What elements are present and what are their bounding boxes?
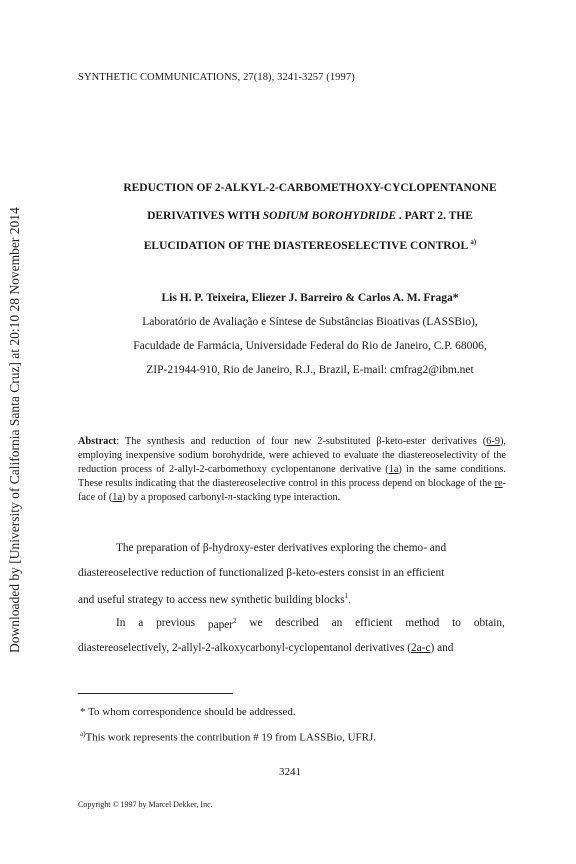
reference-mark: 1 [344,592,349,600]
abstract-label: Abstract [78,436,117,447]
compound-ref: 1a [112,492,123,503]
abstract-text-1: : The synthesis and reduction of four new 2-substituted β-keto-ester derivatives ( [116,436,487,447]
body-text: diastereoselectively, 2-allyl-2-alkoxycarbonyl-cyclopentanol derivatives ( [78,642,412,654]
abstract-text-4: -face of ( [78,478,506,503]
title-line-3 [60,238,560,252]
body-paragraph-1-line-1: The preparation of β-hydroxy-ester derivatives exploring the chemo- and [116,542,447,554]
abstract [78,435,506,505]
word: previous [156,617,196,629]
footnote-2 [80,730,376,744]
title-footnote-mark: a) [470,238,477,246]
abstract-text-3: ) in the same conditions. These results indicating that the diastereoselective control in this process depend on blockage of the [78,464,506,489]
word: an [331,617,343,629]
word: we [249,617,263,629]
affiliation-line-3: ZIP-21944-910, Rio de Janeiro, R.J., Brazil, E-mail: cmfrag2@ibm.net [146,364,474,376]
page-number: 3241 [279,766,301,778]
title-line-2-italic: SODIUM BOROHYDRIDE [262,210,396,222]
title-line-2 [60,210,560,222]
footnote-divider [78,693,233,694]
body-text: . [348,593,351,606]
body-paragraph-2-line-2 [78,642,453,654]
journal-header: SYNTHETIC COMMUNICATIONS, 27(18), 3241-3257 (1997) [78,72,355,83]
compound-ref: 1a [388,464,399,475]
title-line-3-text: ELUCIDATION OF THE DIASTEREOSELECTIVE CONTROL [143,239,468,252]
word: In [116,617,126,629]
abstract-text-2: ), employing inexpensive sodium borohydride, were achieved to evaluate the diastereoselectivity of the reduction process of 2-allyl-2-carbomethoxy cyclopentanone derivative ( [78,436,506,475]
word [208,617,237,631]
word: method [405,617,440,629]
word: described [275,617,319,629]
compound-ref: 6-9 [486,436,500,447]
title-line-2-pre: DERIVATIVES WITH [147,210,263,222]
body-text: and useful strategy to access new synthetic building blocks [78,593,345,606]
copyright: Copyright © 1997 by Marcel Dekker, Inc. [78,800,213,809]
word: to [452,617,461,629]
compound-ref: 2a-c [411,642,431,654]
body-paragraph-1-line-3 [78,592,351,606]
authors: Lis H. P. Teixeira, Eliezer J. Barreiro & Carlos A. M. Fraga* [161,292,459,304]
title-line-1: REDUCTION OF 2-ALKYL-2-CARBOMETHOXY-CYCLOPENTANONE [123,182,497,194]
title-line-2-post: . PART 2. THE [396,210,473,222]
body-paragraph-2-line-1 [116,617,505,631]
footnote-2-text: This work represents the contribution # 19 from LASSBio, UFRJ. [85,731,377,744]
reference-mark: 2 [233,617,237,625]
face-ref: re [494,478,503,489]
footnote-mark: a) [80,730,86,738]
footnote-1: * To whom correspondence should be addressed. [80,706,296,718]
body-text: ) and [430,642,454,654]
affiliation-line-2: Faculdade de Farmácia, Universidade Federal do Rio de Janeiro, C.P. 68006, [133,340,487,352]
word: a [138,617,144,629]
word-text: paper [207,618,234,631]
affiliation-line-1: Laboratório de Avaliação e Síntese de Substâncias Bioativas (LASSBio), [142,316,478,328]
body-paragraph-1-line-2: diastereoselective reduction of functionalized β-keto-esters consist in an efficient [78,567,445,579]
word: obtain, [473,617,505,629]
abstract-text-5: ) by a proposed carbonyl-π-stacking type interaction. [122,492,341,503]
word: efficient [355,617,393,629]
download-watermark: Downloaded by [University of California Santa Cruz] at 20:10 28 November 2014 [7,207,22,653]
